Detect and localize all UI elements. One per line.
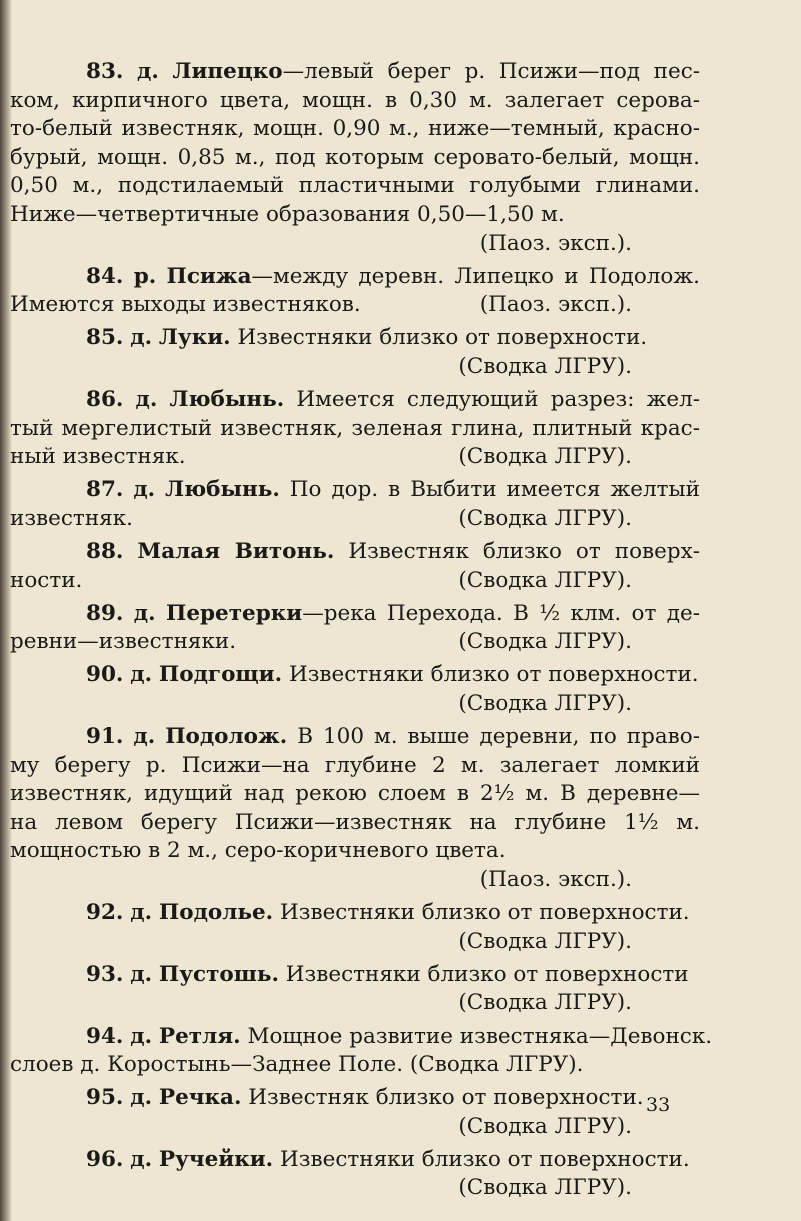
- source-reference: (Сводка ЛГРУ).: [458, 505, 632, 531]
- entry-prefix: д.: [130, 325, 153, 351]
- entry-number: 87.: [86, 477, 124, 503]
- entry-line: [10, 476, 700, 505]
- entry-text: ком, кирпичного цвета, мощн. в 0,30 м. залегает серова-: [10, 87, 700, 113]
- entry-line: [10, 263, 700, 292]
- source-reference: (Сводка ЛГРУ).: [458, 690, 632, 716]
- entry-line: [10, 723, 700, 752]
- entry-number: 93.: [86, 961, 124, 987]
- source-reference: (Сводка ЛГРУ).: [458, 353, 632, 379]
- entry-line: [10, 386, 700, 415]
- entry-line: [10, 1146, 700, 1175]
- entry-text: По дор. в Выбити имеется желтый: [279, 477, 700, 503]
- place-name: Любынь.: [169, 387, 285, 413]
- entry-line: [10, 505, 700, 534]
- entry-text: Имеется следующий разрез: жел-: [284, 387, 700, 413]
- entry-text: му берегу р. Псижи—на глубине 2 м. залегает ломкий: [10, 752, 700, 778]
- entry-line: [10, 87, 700, 116]
- entry-text: Известняки близко от поверхности.: [273, 1146, 690, 1172]
- entry-text: Известняки близко от поверхности: [278, 961, 689, 987]
- source-reference: (Сводка ЛГРУ).: [458, 444, 632, 470]
- entry-number: 88.: [86, 539, 124, 564]
- entry-line: [10, 1023, 713, 1052]
- source-reference: (Сводка ЛГРУ).: [458, 567, 632, 593]
- entry-line: [10, 58, 700, 87]
- entry-text: ности.: [10, 567, 83, 593]
- entry-text: тый мергелистый известняк, зеленая глина, плитный крас-: [10, 415, 700, 441]
- entry: [10, 538, 700, 595]
- entry-text: бурый, мощн. 0,85 м., под которым серовато-белый, мощн.: [10, 144, 700, 170]
- entry-text: —между деревн. Липецко и Подолож.: [251, 263, 700, 289]
- source-reference: (Паоз. эксп.).: [479, 230, 632, 256]
- entry-line: [10, 600, 700, 629]
- entry: [10, 386, 700, 472]
- entry-prefix: д.: [133, 724, 156, 750]
- entry-line: [10, 1051, 700, 1080]
- entry-line: [10, 144, 700, 173]
- source-reference: (Паоз. эксп.).: [479, 292, 632, 318]
- entry: [10, 961, 700, 1018]
- entry: [10, 58, 700, 258]
- entry-prefix: д.: [130, 1146, 153, 1172]
- page-number: 33: [646, 1094, 671, 1116]
- source-reference: (Сводка ЛГРУ).: [458, 990, 632, 1016]
- entry-prefix: д.: [135, 387, 158, 413]
- entry-text: Известняки близко от поверхности.: [282, 662, 699, 688]
- entry-text: то-белый известняк, мощн. 0,90 м., ниже—темный, красно-: [10, 116, 700, 142]
- entry-prefix: д.: [137, 59, 159, 84]
- entry-prefix: д.: [133, 477, 156, 503]
- place-name: Подолож.: [165, 724, 288, 750]
- entry-line: [10, 837, 700, 866]
- entry-text: Известняк близко от поверх-: [334, 539, 700, 564]
- place-name: Ретля.: [158, 1023, 241, 1049]
- entry-prefix: д.: [133, 600, 156, 626]
- place-name: Псижа: [166, 263, 252, 289]
- place-name: Речка.: [158, 1085, 242, 1111]
- entry-number: 86.: [86, 387, 124, 413]
- entry: [10, 263, 700, 320]
- place-name: Подгощи.: [158, 662, 283, 688]
- place-name: Липецко: [172, 59, 283, 84]
- entry: [10, 600, 700, 657]
- place-name: Ручейки.: [158, 1146, 274, 1172]
- entry-number: 85.: [86, 325, 124, 351]
- place-name: Пустошь.: [158, 961, 279, 987]
- entry: [10, 1084, 700, 1141]
- entry-prefix: д.: [130, 900, 153, 926]
- entry-line: [10, 115, 700, 144]
- entry-text: Мощное развитие известняка—Девонск.: [240, 1023, 713, 1049]
- entry-number: 84.: [86, 263, 124, 289]
- entry-number: 92.: [86, 900, 124, 926]
- entry-text: В 100 м. выше деревни, по право-: [287, 724, 700, 750]
- entry-text: Известняки близко от поверхности.: [230, 325, 648, 351]
- entry-line: [10, 291, 700, 320]
- entry-line: [10, 567, 700, 596]
- place-name: Луки.: [158, 325, 231, 351]
- entry-number: 83.: [86, 59, 124, 84]
- entry-text: —левый берег р. Псижи—под пес-: [282, 59, 701, 84]
- page-body: [10, 58, 713, 1208]
- entry-text: Известняк близко от поверхности.: [241, 1085, 644, 1111]
- entry-text: Ниже—четвертичные образования 0,50—1,50 м.: [10, 201, 565, 227]
- entry-line: [10, 415, 700, 444]
- entry-line: [10, 1084, 700, 1113]
- entry-line: [10, 899, 700, 928]
- entry-prefix: д.: [130, 1023, 153, 1049]
- entry-text: Имеются выходы известняков.: [10, 292, 361, 318]
- entry-line: [10, 443, 700, 472]
- entry-line: [10, 780, 700, 809]
- source-reference: (Сводка ЛГРУ).: [458, 1175, 632, 1201]
- entry: [10, 1023, 713, 1080]
- entry-prefix: д.: [130, 662, 153, 688]
- entry-number: 95.: [86, 1085, 124, 1111]
- entry-number: 94.: [86, 1023, 124, 1049]
- entry-number: 90.: [86, 662, 124, 688]
- entry-text: мощностью в 2 м., серо-коричневого цвета.: [10, 838, 506, 864]
- source-reference: (Сводка ЛГРУ).: [458, 1113, 632, 1139]
- entry: [10, 1146, 700, 1203]
- entry-text: Известняки близко от поверхности.: [273, 900, 690, 926]
- entry-prefix: д.: [130, 1085, 153, 1111]
- entry-prefix: р.: [133, 263, 157, 289]
- entry-text: ревни—известняки.: [10, 629, 237, 655]
- entry-text: на левом берегу Псижи—известняк на глубине 1½ м.: [10, 809, 700, 835]
- entry-number: 91.: [86, 724, 124, 750]
- entry-text: ный известняк.: [10, 444, 186, 470]
- place-name: Малая Витонь.: [137, 539, 335, 564]
- entry: [10, 723, 700, 895]
- entry: [10, 476, 700, 533]
- entry-line: [10, 809, 700, 838]
- entry-number: 96.: [86, 1146, 124, 1172]
- entry-line: [10, 201, 700, 230]
- source-reference: (Сводка ЛГРУ).: [458, 928, 632, 954]
- entry-line: [10, 324, 700, 353]
- source-reference: (Паоз. эксп.).: [479, 867, 632, 893]
- entry-line: [10, 628, 700, 657]
- entry-text: слоев д. Коростынь—Заднее Поле. (Сводка ЛГРУ).: [10, 1052, 584, 1078]
- place-name: Подолье.: [158, 900, 274, 926]
- entry-text: —река Перехода. В ½ клм. от де-: [302, 600, 700, 626]
- entry-text: известняк, идущий над рекою слоем в 2½ м. В деревне—: [10, 781, 700, 807]
- source-reference: (Сводка ЛГРУ).: [458, 629, 632, 655]
- entry-line: [10, 661, 700, 690]
- entry-line: [10, 961, 700, 990]
- entry-line: [10, 538, 700, 567]
- place-name: Любынь.: [165, 477, 280, 503]
- entry-prefix: д.: [130, 961, 153, 987]
- entry-line: [10, 172, 700, 201]
- entry: [10, 324, 700, 381]
- entry-text: известняк.: [10, 505, 133, 531]
- entry-line: [10, 752, 700, 781]
- entry: [10, 661, 700, 718]
- place-name: Перетерки: [166, 600, 303, 626]
- entry-text: 0,50 м., подстилаемый пластичными голубыми глинами.: [10, 173, 700, 199]
- entry: [10, 899, 700, 956]
- entry-number: 89.: [86, 600, 124, 626]
